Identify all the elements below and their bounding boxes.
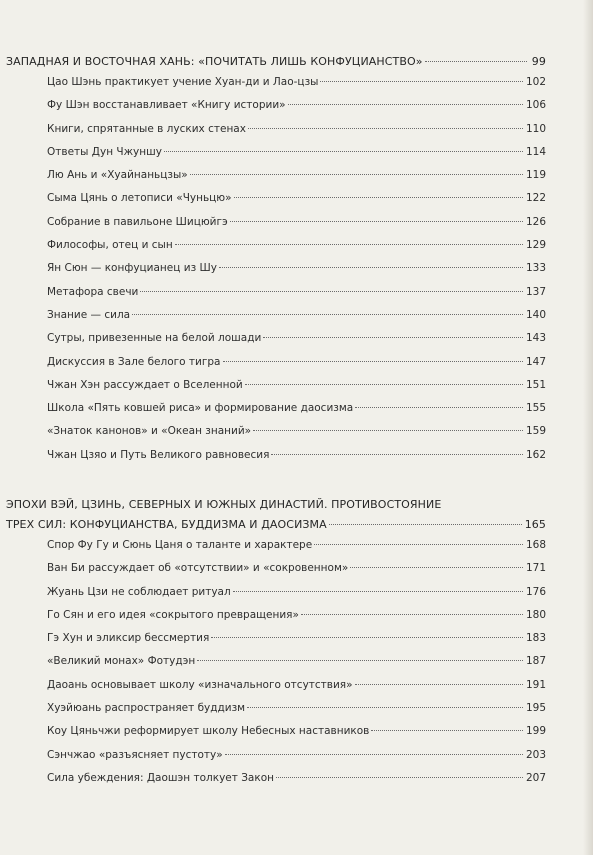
toc-entry-title: «Знаток канонов» и «Океан знаний» [47,425,252,438]
dot-leader [233,591,523,592]
section-heading-text: ЭПОХИ ВЭЙ, ЦЗИНЬ, СЕВЕРНЫХ И ЮЖНЫХ ДИНАСТИЙ. ПРОТИВОСТОЯНИЕ [6,498,442,511]
dot-leader [320,81,523,82]
dot-leader [276,777,523,778]
toc-entry-page-number: 106 [525,99,546,112]
toc-entry-title: Ван Би рассуждает об «отсутствии» и «сокровенном» [47,562,349,575]
toc-entry[interactable] [6,402,546,425]
toc-entry-page-number: 140 [525,308,546,321]
section-page-number: 99 [531,55,546,68]
toc-entry[interactable] [6,749,546,772]
toc-entry-page-number: 159 [525,425,546,438]
dot-leader [164,151,523,152]
toc-entry[interactable] [6,99,546,122]
toc-entry-title: Чжан Цзяо и Путь Великого равновесия [47,448,270,461]
toc-entry[interactable] [6,146,546,169]
dot-leader [245,384,523,385]
section-heading-text: ТРЕХ СИЛ: КОНФУЦИАНСТВА, БУДДИЗМА И ДАОСИЗМА [6,518,327,531]
dot-leader [329,524,522,525]
dot-leader [132,314,523,315]
toc-entry-title: Ян Сюн — конфуцианец из Шу [47,262,217,275]
dot-leader [425,61,527,62]
toc-entry-page-number: 176 [525,585,546,598]
dot-leader [271,454,523,455]
toc-section [6,52,546,472]
toc-entry-title: Сутры, привезенные на белой лошади [47,332,262,345]
toc-entry-title: Ответы Дун Чжуншу [47,145,162,158]
dot-leader [253,430,523,431]
toc-entry[interactable] [6,772,546,795]
dot-leader [350,567,523,568]
dot-leader [175,244,523,245]
section-heading-line [6,515,546,535]
toc-entry-page-number: 207 [525,771,546,784]
toc-entry[interactable] [6,679,546,702]
dot-leader [230,221,523,222]
toc-entry-title: Школа «Пять ковшей риса» и формирование даосизма [47,402,354,415]
section-heading-line [6,495,546,515]
toc-entry-title: Книги, спрятанные в луских стенах [47,122,246,135]
toc-entry-page-number: 147 [525,355,546,368]
toc-entry[interactable] [6,262,546,285]
section-heading-text: ЗАПАДНАЯ И ВОСТОЧНАЯ ХАНЬ: «ПОЧИТАТЬ ЛИШЬ КОНФУЦИАНСТВО» [6,55,423,68]
page-edge-shadow [583,0,593,855]
toc-entry[interactable] [6,425,546,448]
toc-entry-title: Сэнчжао «разъясняет пустоту» [47,748,223,761]
toc-entry-page-number: 114 [525,145,546,158]
dot-leader [371,730,523,731]
toc-entry[interactable] [6,216,546,239]
toc-entry[interactable] [6,449,546,472]
dot-leader [247,707,523,708]
toc-entry-page-number: 110 [525,122,546,135]
toc-entry-title: Жуань Цзи не соблюдает ритуал [47,585,231,598]
toc-entry-page-number: 137 [525,285,546,298]
dot-leader [197,660,523,661]
toc-entry-title: «Великий монах» Фотудэн [47,655,196,668]
toc-entry[interactable] [6,123,546,146]
toc-entry-title: Хуэйюань распространяет буддизм [47,702,246,715]
dot-leader [225,754,523,755]
toc-entry[interactable] [6,379,546,402]
toc-entry-title: Чжан Хэн рассуждает о Вселенной [47,378,243,391]
toc-entry-page-number: 122 [525,192,546,205]
dot-leader [355,407,523,408]
dot-leader [263,337,523,338]
toc-entry-title: Спор Фу Гу и Сюнь Цаня о таланте и характере [47,539,313,551]
toc-entry[interactable] [6,586,546,609]
toc-entry[interactable] [6,169,546,192]
toc-entry-page-number: 126 [525,215,546,228]
toc-entry-title: Цао Шэнь практикует учение Хуан-ди и Лао-цзы [47,76,319,88]
toc-entry-page-number: 168 [525,539,546,551]
toc-entry[interactable] [6,655,546,678]
toc-entry-page-number: 143 [525,332,546,345]
dot-leader [248,128,523,129]
dot-leader [301,614,523,615]
toc-entry-page-number: 151 [525,378,546,391]
toc-entry-page-number: 195 [525,702,546,715]
toc-entry-page-number: 119 [525,169,546,182]
dot-leader [219,267,523,268]
toc-entry-page-number: 102 [525,76,546,88]
toc-entry-page-number: 171 [525,562,546,575]
toc-entry-page-number: 133 [525,262,546,275]
toc-entry[interactable] [6,309,546,332]
toc-entry-page-number: 162 [525,448,546,461]
toc-entry[interactable] [6,192,546,215]
toc-entry-title: Лю Ань и «Хуайнаньцзы» [47,169,188,182]
toc-entry-title: Коу Цяньчжи реформирует школу Небесных наставников [47,725,370,738]
toc-entry[interactable] [6,609,546,632]
toc-entry-title: Гэ Хун и эликсир бессмертия [47,632,210,645]
dot-leader [355,684,523,685]
dot-leader [288,104,523,105]
toc-entry-page-number: 203 [525,748,546,761]
toc-entry[interactable] [6,286,546,309]
toc-entry-page-number: 129 [525,239,546,252]
toc-entry-title: Философы, отец и сын [47,239,173,252]
toc-entry-title: Дискуссия в Зале белого тигра [47,355,221,368]
toc-entry-page-number: 155 [525,402,546,415]
toc-entry[interactable] [6,356,546,379]
section-page-number: 165 [524,518,546,531]
dot-leader [314,544,523,545]
toc-entry[interactable] [6,725,546,748]
toc-section [6,495,546,795]
toc-entry[interactable] [6,539,546,562]
toc-entry-page-number: 180 [525,608,546,621]
dot-leader [211,637,523,638]
toc-entry-title: Фу Шэн восстанавливает «Книгу истории» [47,99,286,112]
toc-entry-title: Го Сян и его идея «сокрытого превращения» [47,608,299,621]
toc-entry-title: Сыма Цянь о летописи «Чуньцю» [47,192,232,205]
toc-entry[interactable] [6,239,546,262]
dot-leader [223,361,523,362]
toc-entry-page-number: 183 [525,632,546,645]
toc-entry[interactable] [6,562,546,585]
toc-entry-title: Сила убеждения: Даошэн толкует Закон [47,771,275,784]
toc-entry-title: Метафора свечи [47,285,139,298]
toc-entry-title: Даоань основывает школу «изначального отсутствия» [47,678,353,691]
toc-entry[interactable] [6,632,546,655]
toc-entry[interactable] [6,702,546,725]
toc-entry[interactable] [6,76,546,99]
toc-entry-title: Собрание в павильоне Шицюйгэ [47,215,228,228]
dot-leader [190,174,523,175]
toc-entry-page-number: 191 [525,678,546,691]
toc-entry[interactable] [6,332,546,355]
toc-entry-title: Знание — сила [47,308,131,321]
toc-entry-page-number: 199 [525,725,546,738]
section-heading-line [6,52,546,72]
dot-leader [140,291,523,292]
dot-leader [234,197,523,198]
toc-entry-page-number: 187 [525,655,546,668]
